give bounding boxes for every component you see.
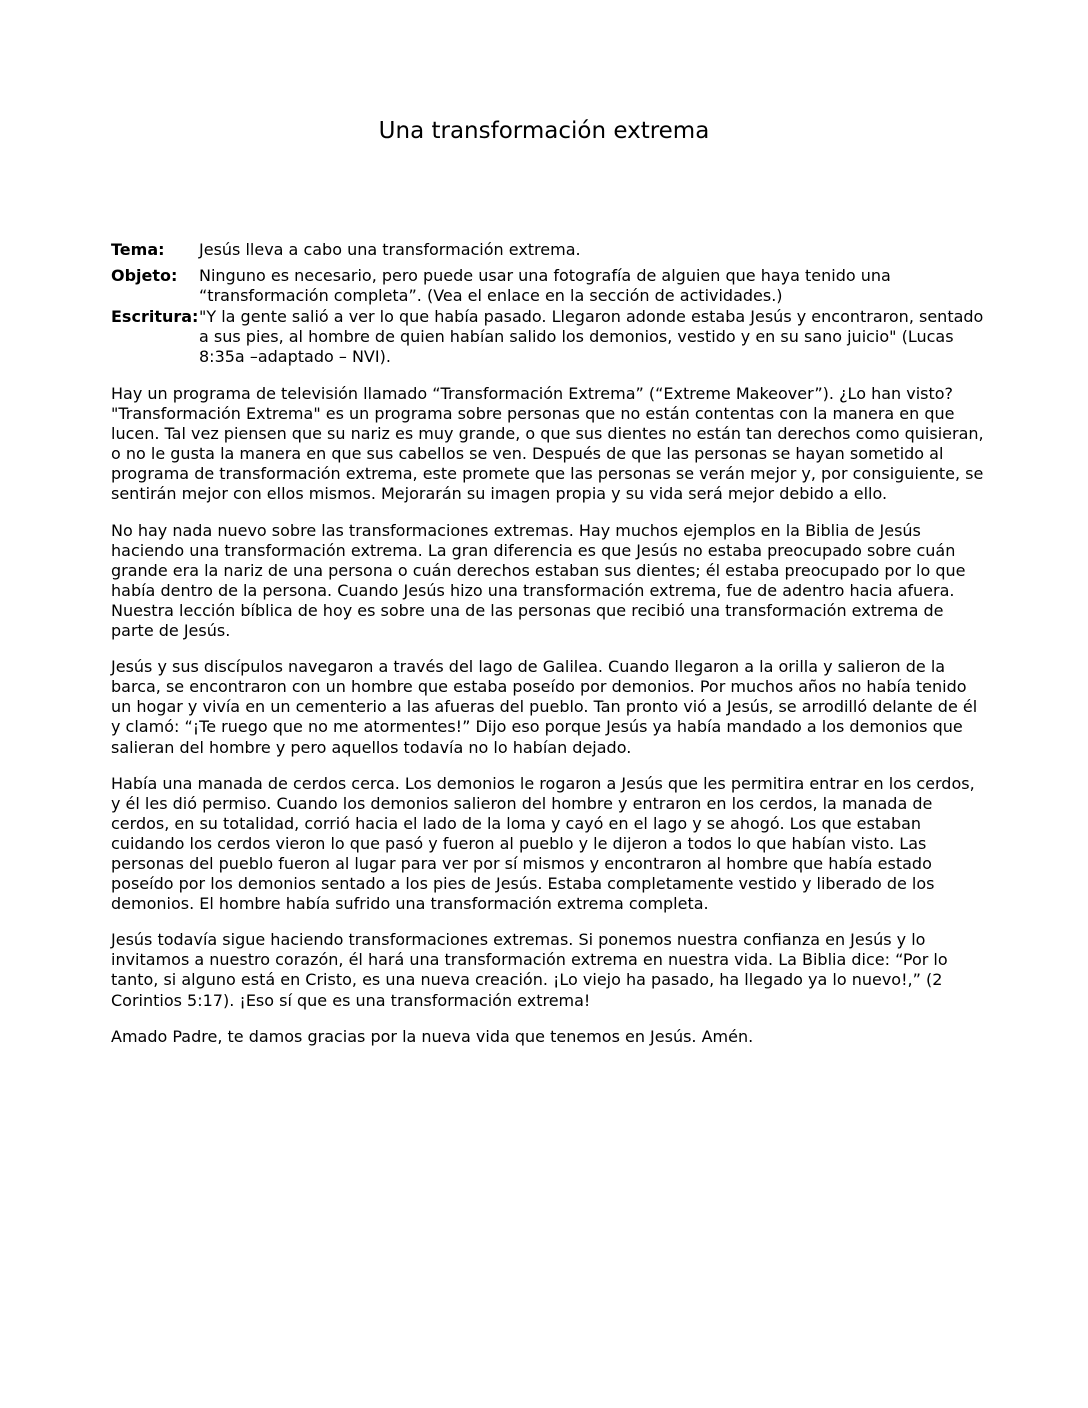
tema-value: Jesús lleva a cabo una transformación extrema. xyxy=(199,240,581,259)
lesson-info xyxy=(111,240,991,367)
objeto-row xyxy=(111,266,991,306)
tema-label: Tema: xyxy=(111,240,165,259)
paragraph: No hay nada nuevo sobre las transformaciones extremas. Hay muchos ejemplos en la Biblia de Jesús haciendo una transformación extrema. La gran diferencia es que Jesús no estaba preocupado sobre cuán grande era la nariz de una persona o cuán derechos estaban sus dientes; él estaba preocupado por lo que había dentro de la persona. Cuando Jesús hizo una transformación extrema, fue de adentro hacia afuera. Nuestra lección bíblica de hoy es sobre una de las personas que recibió una transformación extrema de parte de Jesús. xyxy=(111,520,966,641)
lesson-body xyxy=(111,384,985,1063)
objeto-value: Ninguno es necesario, pero puede usar una fotografía de alguien que haya tenido una “transformación completa”. (Vea el enlace en la sección de actividades.) xyxy=(199,266,891,306)
tema-row xyxy=(111,240,991,260)
escritura-row xyxy=(111,307,991,368)
paragraph: Hay un programa de televisión llamado “Transformación Extrema” (“Extreme Makeover”). ¿Lo han visto? "Transformación Extrema" es un programa sobre personas que no están contentas con la manera en que lucen. Tal vez piensen que su nariz es muy grande, o que sus dientes no están tan derechos como quisieran, o no le gusta la manera en que sus cabellos se ven. Después de que las personas se hayan sometido al programa de transformación extrema, este promete que las personas se verán mejor y, por consiguiente, se sentirán mejor con ellos mismos. Mejorarán su imagen propia y su vida será mejor debido a ello. xyxy=(111,384,984,504)
closing-prayer: Amado Padre, te damos gracias por la nueva vida que tenemos en Jesús. Amén. xyxy=(111,1026,754,1046)
paragraph: Había una manada de cerdos cerca. Los demonios le rogaron a Jesús que les permitira entrar en los cerdos, y él les dió permiso. Cuando los demonios salieron del hombre y entraron en los cerdos, la manada de cerdos, en su totalidad, corrió hacia el lado de la loma y cayó en el lago y se ahogó. Los que estaban cuidando los cerdos vieron lo que pasó y fueron al pueblo y le dijeron a todos lo que habían visto. Las personas del pueblo fueron al lugar para ver por sí mismos y encontraron al hombre que había estado poseído por los demonios sentado a los pies de Jesús. Estaba completamente vestido y liberado de los demonios. El hombre había sufrido una transformación extrema completa. xyxy=(111,773,975,914)
paragraph: Jesús todavía sigue haciendo transformaciones extremas. Si ponemos nuestra confianza en Jesús y lo invitamos a nuestro corazón, él hará una transformación extrema en nuestra vida. La Biblia dice: “Por lo tanto, si alguno está en Cristo, es una nueva creación. ¡Lo viejo ha pasado, ha llegado ya lo nuevo!,” (2 Corintios 5:17). ¡Eso sí que es una transformación extrema! xyxy=(111,930,948,1010)
objeto-label: Objeto: xyxy=(111,266,178,286)
paragraph: Jesús y sus discípulos navegaron a través del lago de Galilea. Cuando llegaron a la orilla y salieron de la barca, se encontraron con un hombre que estaba poseído por demonios. Por muchos años no había tenido un hogar y vivía en un cementerio a las afueras del pueblo. Tan pronto vió a Jesús, se arrodilló delante de él y clamó: “¡Te ruego que no me atormentes!” Dijo eso porque Jesús ya había mandado a los demonios que salieran del hombre y pero aquellos todavía no lo habían dejado. xyxy=(111,657,978,757)
document-title: Una transformación extrema xyxy=(378,118,710,144)
escritura-value: "Y la gente salió a ver lo que había pasado. Llegaron adonde estaba Jesús y encontraron, sentado a sus pies, al hombre de quien habían salido los demonios, vestido y en su sano juicio" (Lucas 8:35a –adaptado – NVI). xyxy=(199,306,984,367)
escritura-label: Escritura: xyxy=(111,306,199,326)
